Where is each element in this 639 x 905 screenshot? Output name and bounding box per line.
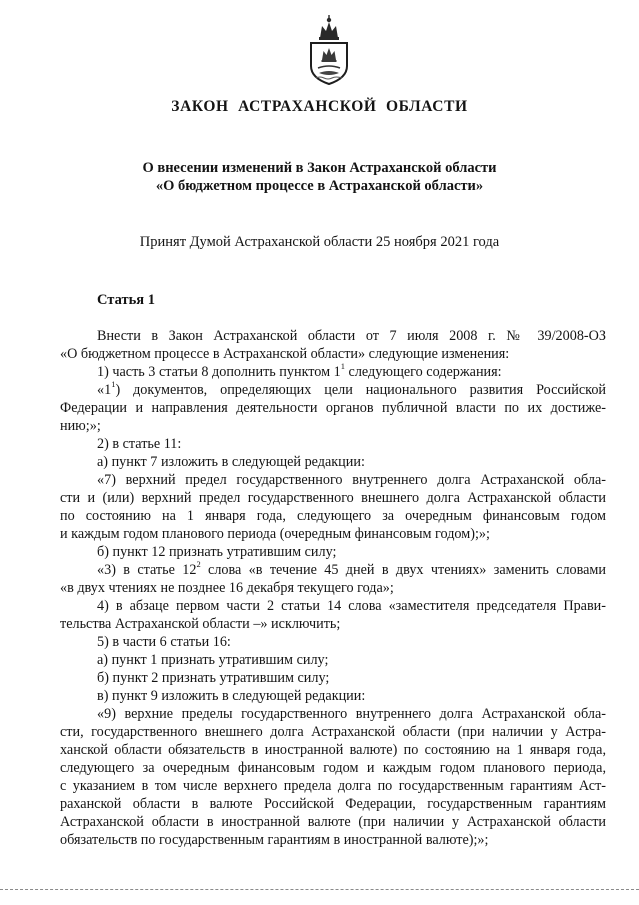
- text-line: с указанием в том числе верхнего предела долга по государственным гарантиям Аст-: [60, 778, 606, 794]
- superscript: 2: [196, 559, 201, 570]
- text-line: а) пункт 7 изложить в следующей редакции:: [97, 454, 365, 470]
- superscript: 1: [111, 379, 116, 390]
- text-line: обязательств по государственным гарантиям в иностранной валюте);»;: [60, 832, 489, 848]
- text-line: [97, 363, 502, 381]
- text-line: [97, 561, 606, 579]
- subtitle-line-1: О внесении изменений в Закон Астраханской области: [142, 160, 497, 176]
- text-segment: следующего содержания:: [345, 364, 502, 380]
- text-line: следующего за очередным финансовым годом и каждым годом планового периода,: [60, 760, 606, 776]
- text-line: 2) в статье 11:: [97, 436, 182, 452]
- text-segment: ) документов, определяющих цели национального развития Российской: [115, 382, 606, 398]
- text-line: и каждым годом планового периода (очередным финансовым годом);»;: [60, 526, 490, 542]
- subtitle-line-2: «О бюджетном процессе в Астраханской области»: [155, 178, 484, 194]
- coat-of-arms-icon: [302, 14, 356, 86]
- text-line: 5) в части 6 статьи 16:: [97, 634, 231, 650]
- text-line: ханской области обязательств в иностранной валюте) по состоянию на 1 января года,: [60, 742, 606, 758]
- text-line: сти и (или) верхний предел государственного внешнего долга Астраханской области: [60, 490, 606, 506]
- text-line: [97, 381, 606, 399]
- page-cut-line: [0, 889, 639, 890]
- text-segment: «1: [97, 382, 112, 398]
- law-title: ЗАКОН АСТРАХАНСКОЙ ОБЛАСТИ: [171, 98, 468, 115]
- text-line: тельства Астраханской области –» исключить;: [60, 616, 341, 632]
- text-line: раханской области в валюте Российской Федерации, государственным гарантиям: [60, 796, 606, 812]
- text-segment: «3) в статье 12: [97, 562, 197, 578]
- text-line: по состоянию на 1 января года, следующего за очередным финансовым годом: [60, 508, 606, 524]
- text-line: Федерации и направления деятельности органов публичной власти по их достиже-: [60, 400, 606, 416]
- text-line: сти, государственного внешнего долга Астраханской области (при наличии у Астра-: [60, 724, 606, 740]
- superscript: 1: [340, 361, 345, 372]
- adoption-note: Принят Думой Астраханской области 25 ноября 2021 года: [139, 234, 500, 250]
- text-line: нию;»;: [60, 418, 101, 434]
- text-segment: 1) часть 3 статьи 8 дополнить пунктом 1: [97, 364, 341, 380]
- text-line: б) пункт 12 признать утратившим силу;: [97, 544, 337, 560]
- text-line: Внести в Закон Астраханской области от 7 июля 2008 г. № 39/2008-ОЗ: [97, 328, 606, 344]
- text-line: «7) верхний предел государственного внутреннего долга Астраханской обла-: [97, 472, 606, 488]
- text-line: б) пункт 2 признать утратившим силу;: [97, 670, 330, 686]
- text-line: Астраханской области в иностранной валюте (при наличии у Астраханской области: [60, 814, 606, 830]
- text-line: «О бюджетном процессе в Астраханской области» следующие изменения:: [60, 346, 510, 362]
- text-line: а) пункт 1 признать утратившим силу;: [97, 652, 329, 668]
- text-line: «в двух чтениях не позднее 16 декабря текущего года»;: [60, 580, 394, 596]
- text-line: 4) в абзаце первом части 2 статьи 14 слова «заместителя председателя Прави-: [97, 598, 606, 614]
- text-line: «9) верхние пределы государственного внутреннего долга Астраханской обла-: [97, 706, 606, 722]
- text-segment: слова «в течение 45 дней в двух чтениях» заменить словами: [200, 562, 606, 578]
- text-line: в) пункт 9 изложить в следующей редакции:: [97, 688, 366, 704]
- article-heading: Статья 1: [97, 292, 155, 308]
